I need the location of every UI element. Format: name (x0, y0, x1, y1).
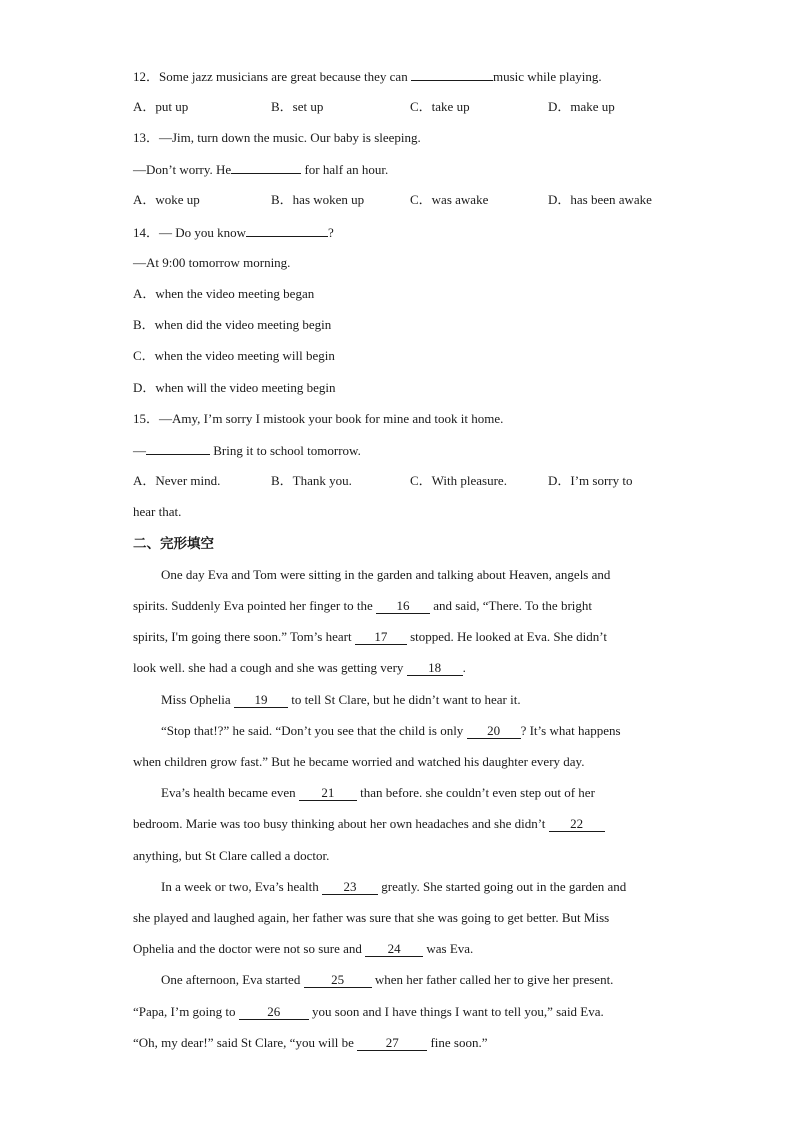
passage-line: look well. she had a cough and she was getting very 18 . (133, 660, 466, 675)
q12-option-a: A．put up (133, 99, 189, 114)
q15-option-d-continued: hear that. (133, 504, 182, 519)
blank-18: 18 (407, 661, 463, 676)
q15-option-b: B．Thank you. (271, 473, 352, 488)
answer-blank (146, 441, 210, 455)
passage-line: “Stop that!?” he said. “Don’t you see that the child is only 20 ? It’s what happens (161, 723, 621, 738)
passage-line: Ophelia and the doctor were not so sure and 24 was Eva. (133, 941, 474, 956)
q14-reply: —At 9:00 tomorrow morning. (133, 255, 291, 270)
section-heading: 二、完形填空 (133, 536, 214, 552)
blank-21: 21 (299, 786, 357, 801)
blank-25: 25 (304, 973, 372, 988)
q15-option-c: C．With pleasure. (410, 473, 507, 488)
q12-option-b: B．set up (271, 99, 324, 114)
passage-line: In a week or two, Eva’s health 23 greatly. She started going out in the garden and (161, 879, 627, 894)
passage-line: spirits. Suddenly Eva pointed her finger to the 16 and said, “There. To the bright (133, 598, 593, 613)
q13-option-c: C．was awake (410, 192, 489, 207)
q15-option-d: D．I’m sorry to (548, 473, 633, 488)
passage-line: Miss Ophelia 19 to tell St Clare, but he didn’t want to hear it. (161, 692, 521, 707)
passage-line: when children grow fast.” But he became worried and watched his daughter every day. (133, 754, 585, 769)
q12-option-d: D．make up (548, 99, 615, 114)
blank-20: 20 (467, 724, 521, 739)
blank-19: 19 (234, 693, 288, 708)
passage-line: “Oh, my dear!” said St Clare, “you will be 27 fine soon.” (133, 1035, 488, 1050)
q15-stem: 15．—Amy, I’m sorry I mistook your book for mine and took it home. (133, 411, 504, 426)
passage-line: “Papa, I’m going to 26 you soon and I have things I want to tell you,” said Eva. (133, 1004, 604, 1019)
q14-option-c: C．when the video meeting will begin (133, 348, 335, 363)
q13-option-d: D．has been awake (548, 192, 652, 207)
q14-option-a: A．when the video meeting began (133, 286, 315, 301)
q14-option-b: B．when did the video meeting begin (133, 317, 332, 332)
passage-line: One afternoon, Eva started 25 when her father called her to give her present. (161, 972, 614, 987)
passage-line: she played and laughed again, her father was sure that she was going to get better. But Miss (133, 910, 610, 925)
q13-option-b: B．has woken up (271, 192, 365, 207)
blank-16: 16 (376, 599, 430, 614)
passage-line: anything, but St Clare called a doctor. (133, 848, 330, 863)
blank-17: 17 (355, 630, 407, 645)
blank-23: 23 (322, 880, 378, 895)
q13-reply: —Don’t worry. He for half an hour. (133, 162, 389, 177)
blank-22: 22 (549, 817, 605, 832)
blank-24: 24 (365, 942, 423, 957)
q15-option-a: A．Never mind. (133, 473, 221, 488)
passage-line: Eva’s health became even 21 than before. she couldn’t even step out of her (161, 785, 595, 800)
q13-stem: 13．—Jim, turn down the music. Our baby is sleeping. (133, 130, 421, 145)
q14-stem: 14．— Do you know ? (133, 225, 334, 240)
blank-26: 26 (239, 1005, 309, 1020)
blank-27: 27 (357, 1036, 427, 1051)
q12-option-c: C．take up (410, 99, 470, 114)
answer-blank (411, 67, 493, 81)
passage-line: spirits, I'm going there soon.” Tom’s heart 17 stopped. He looked at Eva. She didn’t (133, 629, 607, 644)
q15-reply: — Bring it to school tomorrow. (133, 443, 361, 458)
passage-line: One day Eva and Tom were sitting in the garden and talking about Heaven, angels and (161, 567, 611, 582)
answer-blank (231, 160, 301, 174)
answer-blank (246, 223, 328, 237)
q13-option-a: A．woke up (133, 192, 200, 207)
passage-line: bedroom. Marie was too busy thinking about her own headaches and she didn’t 22 (133, 815, 605, 833)
q12-stem: 12．Some jazz musicians are great because they can music while playing. (133, 69, 602, 84)
q14-option-d: D．when will the video meeting begin (133, 380, 336, 395)
